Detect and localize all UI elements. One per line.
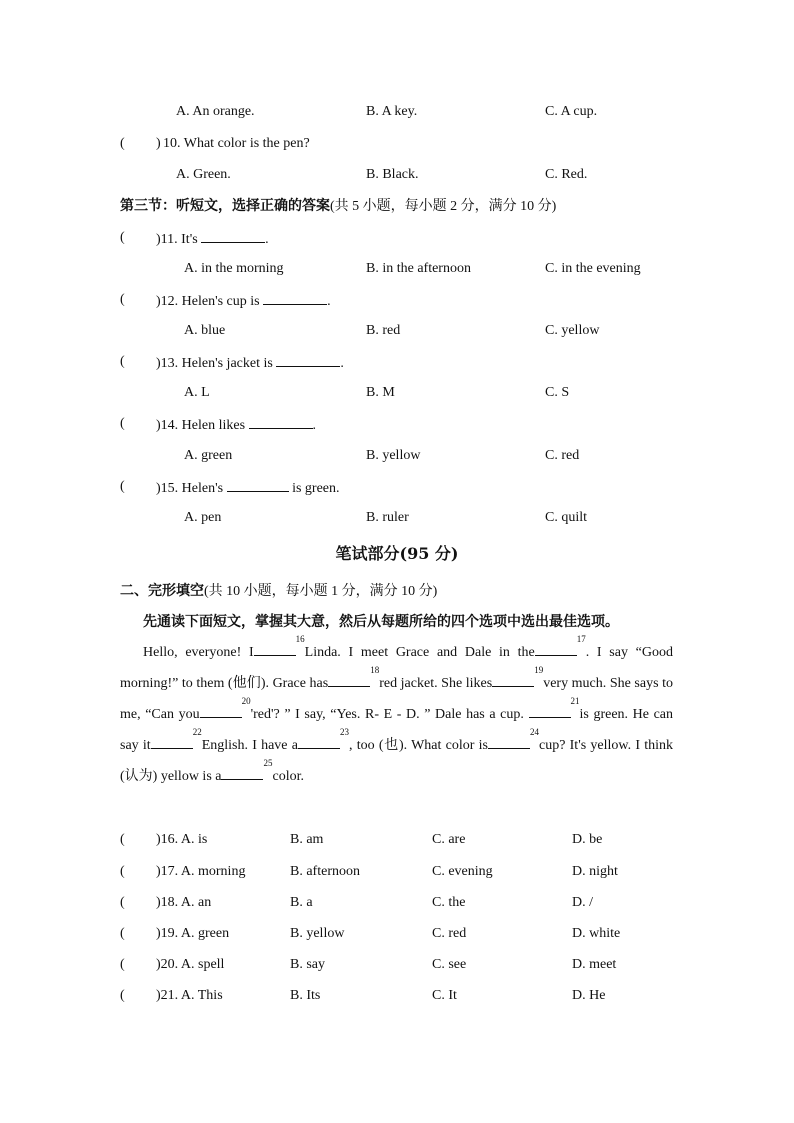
option-a: A. in the morning [184, 261, 284, 276]
answer-blank [263, 290, 327, 305]
option-b: B. say [290, 957, 325, 972]
option-c: C. are [432, 832, 466, 847]
blank-number: 20 [241, 696, 251, 706]
blank-number: 18 [370, 665, 380, 675]
question-text [156, 290, 331, 312]
instruction-text: 先通读下面短文，掌握其大意，然后从每题所给的四个选项中选出最佳选项。 [143, 614, 619, 630]
blank-18 [328, 672, 370, 687]
blank-number: 16 [295, 634, 305, 644]
option-b: B. afternoon [290, 864, 360, 879]
blank-number: 22 [192, 727, 202, 737]
blank-23 [298, 734, 340, 749]
question-text [156, 352, 344, 374]
question-stem: )11. It's [156, 232, 198, 247]
answer-paren[interactable]: ( [120, 479, 125, 494]
blank-24 [488, 734, 530, 749]
passage-text: , too (也). What color is [348, 738, 488, 753]
option-c: C. It [432, 988, 457, 1003]
question-stem: )13. Helen's jacket is [156, 356, 273, 371]
cloze-question-16 [120, 830, 674, 850]
option-b: B. red [366, 323, 401, 338]
question-stem: )12. Helen's cup is [156, 294, 260, 309]
option-a: A. L [184, 385, 210, 400]
q13-options [120, 383, 674, 403]
question-13 [120, 352, 674, 372]
question-option-a: )18. A. an [156, 895, 212, 910]
section-title: 第三节：听短文，选择正确的答案 [120, 198, 330, 214]
answer-paren[interactable]: ( [120, 832, 125, 847]
option-b: B. am [290, 832, 324, 847]
passage-text: color. [272, 769, 304, 784]
cloze-question-17 [120, 862, 674, 882]
option-c: C. red [545, 448, 580, 463]
passage-text: English. I have a [201, 738, 298, 753]
option-a: A. green [184, 448, 233, 463]
option-a: A. Green. [176, 167, 231, 182]
option-a: A. An orange. [176, 104, 255, 119]
option-d: D. night [572, 864, 618, 879]
option-d: D. be [572, 832, 603, 847]
blank-19 [492, 672, 534, 687]
option-c: C. the [432, 895, 466, 910]
part-title: 二、完形填空 [120, 583, 204, 599]
question-15 [120, 477, 674, 497]
answer-paren[interactable]: ( [120, 230, 125, 245]
blank-17 [535, 641, 577, 656]
option-c: C. see [432, 957, 467, 972]
section-note: (共 5 小题，每小题 2 分，满分 10 分) [330, 199, 557, 214]
question-end: . [265, 232, 269, 247]
option-b: B. A key. [366, 104, 418, 119]
question-end: . [340, 356, 344, 371]
question-end: is green. [292, 481, 340, 496]
passage-text: . I say “Good morning!” to them (他们). Grace has [120, 645, 673, 691]
question-option-a: )20. A. spell [156, 957, 225, 972]
option-b: B. yellow [366, 448, 421, 463]
option-d: D. white [572, 926, 621, 941]
option-c: C. in the evening [545, 261, 641, 276]
blank-number: 19 [534, 665, 544, 675]
option-b: B. M [366, 385, 395, 400]
option-c: C. red [432, 926, 467, 941]
answer-paren[interactable]: ( [120, 988, 125, 1003]
answer-paren[interactable]: ( [120, 416, 125, 431]
question-11 [120, 228, 674, 248]
question-text [156, 414, 316, 436]
passage-text: very much. She says to me, “Can you [120, 676, 673, 722]
cloze-question-19 [120, 924, 674, 944]
blank-number: 24 [529, 727, 539, 737]
option-a: A. blue [184, 323, 226, 338]
question-stem: )15. Helen's [156, 481, 224, 496]
option-b: B. ruler [366, 510, 409, 525]
option-c: C. evening [432, 864, 493, 879]
question-text [156, 477, 340, 499]
q14-options [120, 446, 674, 466]
cloze-instruction [143, 612, 674, 632]
option-b: B. in the afternoon [366, 261, 471, 276]
answer-paren[interactable]: ( [120, 895, 125, 910]
question-text: 10. What color is the pen? [163, 136, 310, 151]
passage-text: Hello, everyone! I [143, 645, 254, 660]
blank-number: 23 [339, 727, 349, 737]
passage-text: Linda. I meet Grace and Dale in the [304, 645, 535, 660]
option-d: D. meet [572, 957, 617, 972]
q15-options [120, 508, 674, 528]
option-d: D. / [572, 895, 593, 910]
blank-25 [221, 765, 263, 780]
blank-number: 21 [570, 696, 580, 706]
answer-paren[interactable]: ( [120, 864, 125, 879]
q10-options [120, 165, 674, 185]
passage-text: cup? It's yellow. I think (认为) yellow is a [120, 738, 673, 784]
question-10 [120, 134, 674, 154]
passage-text: red jacket. She likes [379, 676, 493, 691]
question-option-a: )16. A. is [156, 832, 208, 847]
passage-text: 'red'? ” I say, “Yes. R- E - D. ” Dale has a cup. [250, 707, 524, 722]
option-c: C. yellow [545, 323, 600, 338]
answer-blank [249, 414, 313, 429]
blank-21 [529, 703, 571, 718]
section-3-heading [120, 196, 674, 216]
option-c: C. A cup. [545, 104, 598, 119]
answer-paren-open[interactable]: ( [120, 136, 125, 151]
question-12 [120, 290, 674, 310]
answer-blank [201, 228, 265, 243]
blank-number: 17 [576, 634, 586, 644]
question-stem: )14. Helen likes [156, 418, 246, 433]
question-end: . [327, 294, 331, 309]
cloze-question-18 [120, 893, 674, 913]
question-option-a: )21. A. This [156, 988, 223, 1003]
option-b: B. Black. [366, 167, 419, 182]
option-b: B. yellow [290, 926, 345, 941]
question-option-a: )17. A. morning [156, 864, 246, 879]
answer-paren[interactable]: ( [120, 926, 125, 941]
question-14 [120, 414, 674, 434]
part-2-heading [120, 581, 674, 601]
answer-blank [227, 477, 289, 492]
option-c: C. quilt [545, 510, 588, 525]
question-text [156, 228, 269, 250]
question-end: . [312, 418, 317, 433]
answer-paren[interactable]: ( [120, 957, 125, 972]
written-part-title: 笔试部分(95 分) [335, 544, 459, 563]
cloze-passage [120, 634, 674, 792]
option-c: C. S [545, 385, 570, 400]
part-note: (共 10 小题，每小题 1 分，满分 10 分) [204, 584, 438, 599]
cloze-question-21 [120, 986, 674, 1006]
blank-16 [254, 641, 296, 656]
answer-paren-close: ) [156, 136, 161, 151]
blank-20 [200, 703, 242, 718]
option-b: B. Its [290, 988, 321, 1003]
q9-options [120, 102, 674, 122]
option-d: D. He [572, 988, 606, 1003]
cloze-question-20 [120, 955, 674, 975]
answer-blank [276, 352, 340, 367]
q11-options [120, 259, 674, 279]
blank-22 [151, 734, 193, 749]
answer-paren[interactable]: ( [120, 292, 125, 307]
question-option-a: )19. A. green [156, 926, 230, 941]
answer-paren[interactable]: ( [120, 354, 125, 369]
passage-text: is green. He can say it [120, 707, 674, 753]
blank-number: 25 [263, 758, 273, 768]
option-b: B. a [290, 895, 313, 910]
option-a: A. pen [184, 510, 222, 525]
q12-options [120, 321, 674, 341]
option-c: C. Red. [545, 167, 588, 182]
